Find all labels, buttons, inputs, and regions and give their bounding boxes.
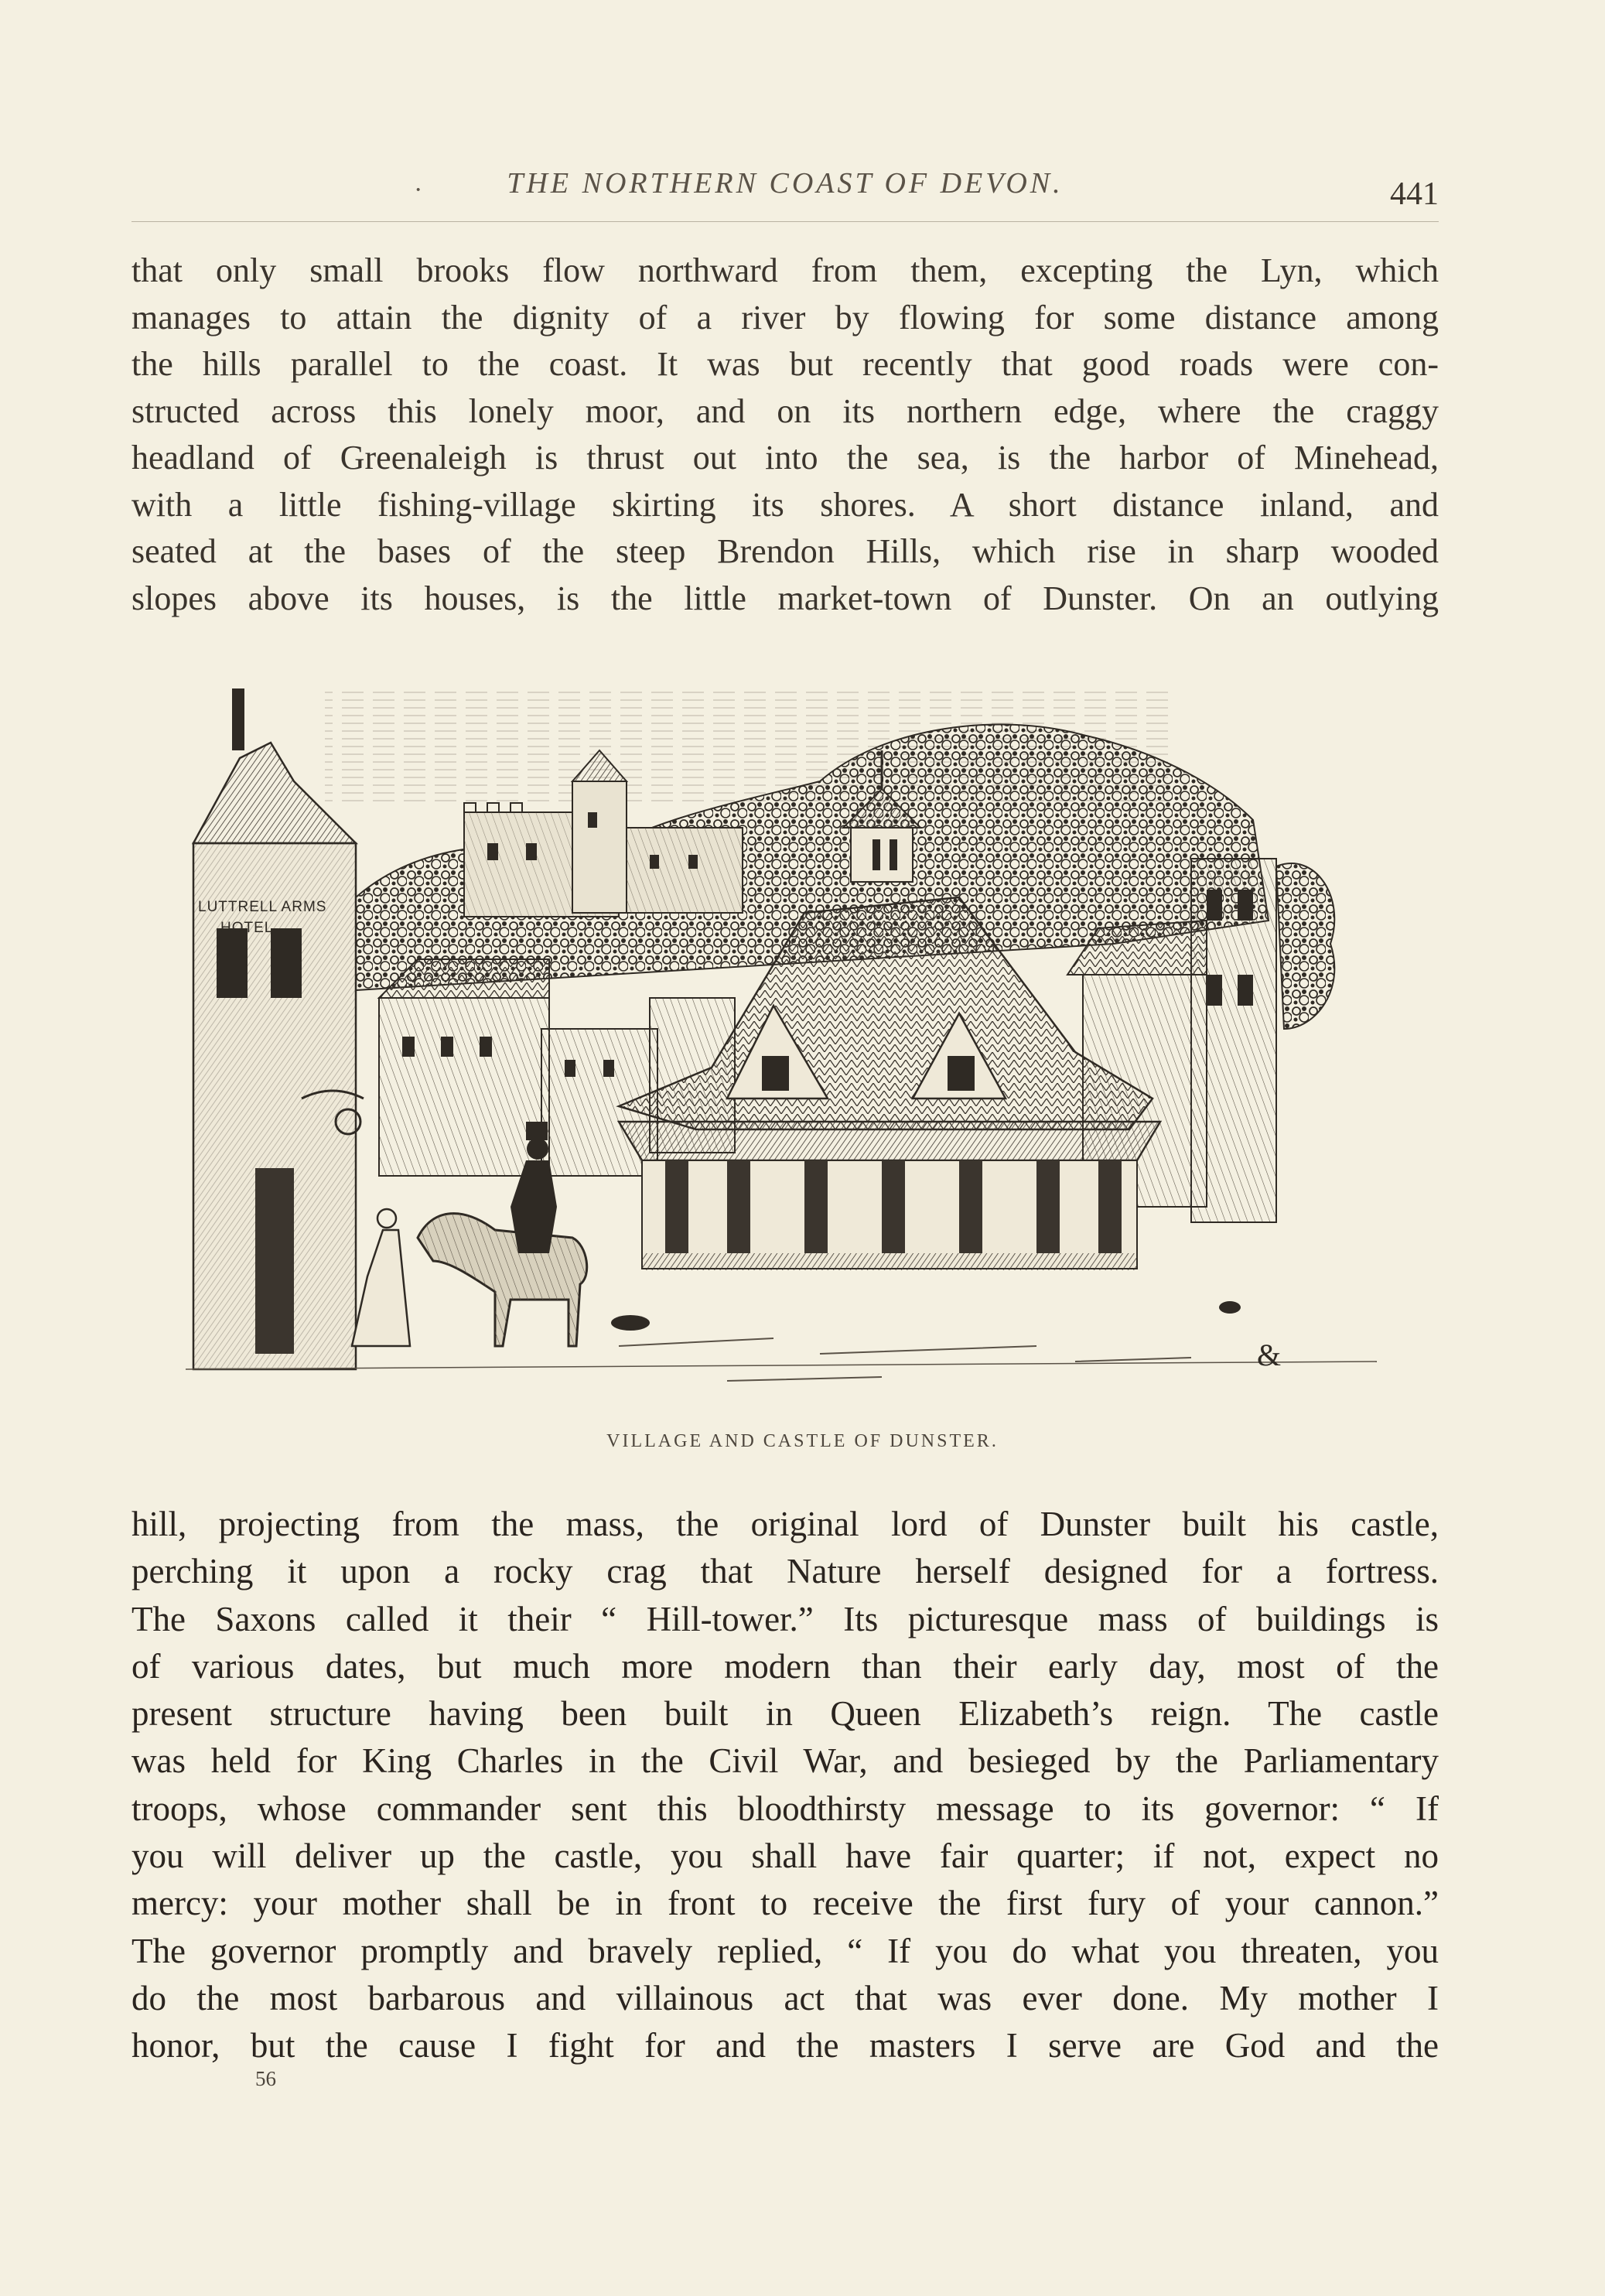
engraving-village-and-castle: [186, 665, 1377, 1408]
text-line: you will deliver up the castle, you shall have fair quarter; if not, expect no: [131, 1836, 1439, 1876]
text-line: of various dates, but much more modern than their early day, most of the: [131, 1646, 1439, 1686]
page-number: 441: [1390, 176, 1439, 212]
text-line: The Saxons called it their “ Hill-tower.” Its picturesque mass of buildings is: [131, 1599, 1439, 1638]
text-line: the hills parallel to the coast. It was but recently that good roads were con-: [131, 345, 1439, 383]
text-line: with a little fishing-village skirting its shores. A short distance inland, and: [131, 485, 1439, 524]
text-line: structed across this lonely moor, and on its northern edge, where the craggy: [131, 391, 1439, 430]
text-line: troops, whose commander sent this bloodthirsty message to its governor: “ If: [131, 1789, 1439, 1828]
text-line: headland of Greenaleigh is thrust out into the sea, is the harbor of Minehead,: [131, 439, 1439, 477]
illustration-caption: VILLAGE AND CASTLE OF DUNSTER.: [606, 1431, 999, 1451]
text-line: manages to attain the dignity of a river by flowing for some distance among: [131, 298, 1439, 337]
text-line: slopes above its houses, is the little market-town of Dunster. On an outlying: [131, 579, 1439, 617]
bottom-paragraph: [131, 1501, 1439, 2070]
text-line: do the most barbarous and villainous act that was ever done. My mother I: [131, 1978, 1439, 2018]
head-rule: [131, 221, 1439, 222]
text-line: hill, projecting from the mass, the original lord of Dunster built his castle,: [131, 1505, 1439, 1543]
signature-mark: 56: [255, 2067, 276, 2090]
text-line: was held for King Charles in the Civil War, and besieged by the Parliamentary: [131, 1741, 1439, 1781]
text-line: perching it upon a rocky crag that Nature herself designed for a fortress.: [131, 1552, 1439, 1591]
hotel-sign-line2: HOTEL: [220, 920, 274, 936]
head-dot: ·: [414, 176, 423, 204]
artist-monogram: &: [1257, 1338, 1282, 1372]
text-line: seated at the bases of the steep Brendon Hills, which rise in sharp wooded: [131, 532, 1439, 570]
text-line: The governor promptly and bravely replied, “ If you do what you threaten, you: [131, 1931, 1439, 1970]
running-head-title: THE NORTHERN COAST OF DEVON.: [507, 167, 1064, 200]
hotel-sign-line1: LUTTRELL ARMS: [198, 899, 327, 915]
text-line: mercy: your mother shall be in front to receive the first fury of your cannon.”: [131, 1884, 1439, 1923]
running-head: [131, 166, 1439, 213]
top-paragraph: [131, 248, 1439, 622]
text-line: honor, but the cause I fight for and the masters I serve are God and the: [131, 2026, 1439, 2065]
text-line: that only small brooks flow northward from them, excepting the Lyn, which: [131, 251, 1439, 289]
text-line: present structure having been built in Queen Elizabeth’s reign. The castle: [131, 1694, 1439, 1734]
